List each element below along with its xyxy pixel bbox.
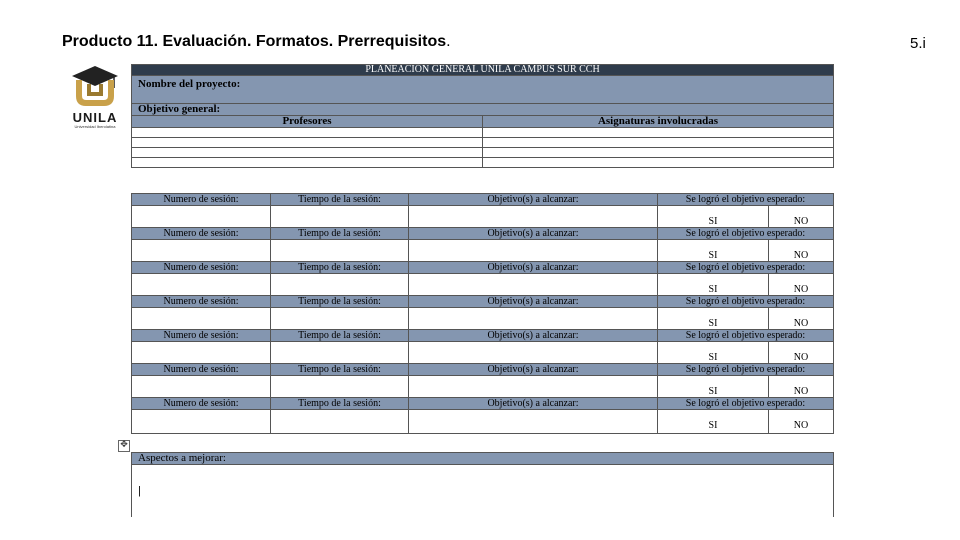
objectives-cell[interactable] [409, 240, 658, 264]
logo-subtitle: Universidad Iberolatina [74, 124, 116, 129]
achieved-header: Se logró el objetivo esperado: [658, 296, 834, 308]
objectives-cell[interactable] [409, 342, 658, 366]
objectives-cell[interactable] [409, 308, 658, 332]
achieved-no-option[interactable]: NO [769, 376, 834, 400]
achieved-no-option[interactable]: NO [769, 240, 834, 264]
achieved-yes-option[interactable]: SI [658, 376, 769, 400]
session-block [131, 363, 834, 400]
session-time-cell[interactable] [271, 410, 409, 434]
session-time-header: Tiempo de la sesión: [271, 398, 409, 410]
session-number-header: Numero de sesión: [132, 262, 271, 274]
session-time-header: Tiempo de la sesión: [271, 262, 409, 274]
session-time-cell[interactable] [271, 240, 409, 264]
achieved-header: Se logró el objetivo esperado: [658, 262, 834, 274]
session-number-cell[interactable] [132, 274, 271, 298]
text-cursor: | [138, 484, 141, 497]
subject-cell[interactable] [483, 148, 834, 158]
achieved-yes-option[interactable]: SI [658, 206, 769, 230]
teacher-cell[interactable] [132, 148, 483, 158]
teacher-cell[interactable] [132, 158, 483, 168]
session-block [131, 329, 834, 366]
table-move-handle-icon[interactable]: ✥ [118, 440, 130, 452]
achieved-header: Se logró el objetivo esperado: [658, 364, 834, 376]
objectives-header: Objetivo(s) a alcanzar: [409, 262, 658, 274]
achieved-no-option[interactable]: NO [769, 274, 834, 298]
improvements-table [131, 452, 834, 517]
session-number-cell[interactable] [132, 410, 271, 434]
slide-title [62, 33, 451, 51]
session-time-header: Tiempo de la sesión: [271, 364, 409, 376]
achieved-no-option[interactable]: NO [769, 410, 834, 434]
achieved-yes-option[interactable]: SI [658, 274, 769, 298]
session-block [131, 397, 834, 434]
slide-title-text: Producto 11. Evaluación. Formatos. Prerrequisitos [62, 33, 447, 50]
achieved-yes-option[interactable]: SI [658, 410, 769, 434]
session-time-header: Tiempo de la sesión: [271, 194, 409, 206]
objectives-cell[interactable] [409, 274, 658, 298]
planning-table [131, 64, 834, 168]
session-number-header: Numero de sesión: [132, 330, 271, 342]
objectives-header: Objetivo(s) a alcanzar: [409, 330, 658, 342]
objectives-cell[interactable] [409, 410, 658, 434]
session-time-cell[interactable] [271, 274, 409, 298]
achieved-yes-option[interactable]: SI [658, 240, 769, 264]
project-name-field[interactable]: Nombre del proyecto: [132, 76, 834, 104]
improvements-label: Aspectos a mejorar: [132, 453, 834, 465]
session-number-cell[interactable] [132, 240, 271, 264]
session-number-cell[interactable] [132, 376, 271, 400]
teacher-cell[interactable] [132, 128, 483, 138]
achieved-no-option[interactable]: NO [769, 308, 834, 332]
achieved-header: Se logró el objetivo esperado: [658, 398, 834, 410]
teacher-cell[interactable] [132, 138, 483, 148]
session-number-header: Numero de sesión: [132, 398, 271, 410]
general-objective-field[interactable]: Objetivo general: [132, 104, 834, 116]
achieved-header: Se logró el objetivo esperado: [658, 228, 834, 240]
slide-title-dot: . [446, 33, 451, 50]
objectives-header: Objetivo(s) a alcanzar: [409, 364, 658, 376]
planning-header: PLANEACIÓN GENERAL UNILA CAMPUS SUR CCH [132, 65, 834, 76]
achieved-header: Se logró el objetivo esperado: [658, 194, 834, 206]
improvements-input[interactable] [132, 465, 834, 518]
session-time-cell[interactable] [271, 206, 409, 230]
session-number-cell[interactable] [132, 206, 271, 230]
achieved-header: Se logró el objetivo esperado: [658, 330, 834, 342]
session-number-header: Numero de sesión: [132, 364, 271, 376]
objectives-header: Objetivo(s) a alcanzar: [409, 296, 658, 308]
subject-cell[interactable] [483, 138, 834, 148]
session-block [131, 295, 834, 332]
session-block [131, 261, 834, 298]
session-number-header: Numero de sesión: [132, 296, 271, 308]
session-time-cell[interactable] [271, 308, 409, 332]
subjects-header: Asignaturas involucradas [483, 116, 834, 128]
logo-wordmark: UNILA [72, 110, 118, 125]
objectives-cell[interactable] [409, 376, 658, 400]
session-time-header: Tiempo de la sesión: [271, 330, 409, 342]
session-time-header: Tiempo de la sesión: [271, 228, 409, 240]
session-block [131, 193, 834, 230]
subject-cell[interactable] [483, 158, 834, 168]
session-time-header: Tiempo de la sesión: [271, 296, 409, 308]
session-time-cell[interactable] [271, 342, 409, 366]
session-number-header: Numero de sesión: [132, 194, 271, 206]
objectives-header: Objetivo(s) a alcanzar: [409, 228, 658, 240]
session-number-header: Numero de sesión: [132, 228, 271, 240]
session-number-cell[interactable] [132, 308, 271, 332]
achieved-no-option[interactable]: NO [769, 206, 834, 230]
session-time-cell[interactable] [271, 376, 409, 400]
objectives-header: Objetivo(s) a alcanzar: [409, 398, 658, 410]
session-number-cell[interactable] [132, 342, 271, 366]
objectives-cell[interactable] [409, 206, 658, 230]
subject-cell[interactable] [483, 128, 834, 138]
achieved-no-option[interactable]: NO [769, 342, 834, 366]
teachers-header: Profesores [132, 116, 483, 128]
page-number: 5.i [910, 35, 926, 52]
achieved-yes-option[interactable]: SI [658, 308, 769, 332]
session-block [131, 227, 834, 264]
objectives-header: Objetivo(s) a alcanzar: [409, 194, 658, 206]
achieved-yes-option[interactable]: SI [658, 342, 769, 366]
